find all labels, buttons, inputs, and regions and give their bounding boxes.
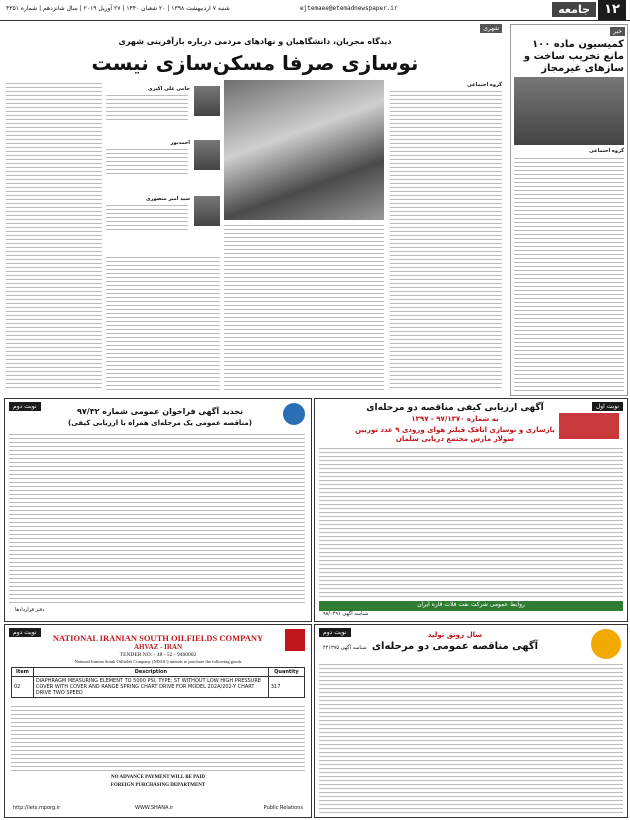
expert-photo-2 <box>194 140 220 170</box>
sidebar-story <box>510 24 628 396</box>
water-company-logo <box>283 403 305 425</box>
ad3-relations: Public Relations <box>263 805 303 811</box>
sidebar-body <box>514 157 624 391</box>
expert-photo-3 <box>194 196 220 226</box>
ad2-subtitle: (مناقصه عمومی یک مرحله‌ای همراه با ارزیابی کیفی) <box>68 419 252 427</box>
main-tag: شهری <box>480 24 502 33</box>
ad3-cell-qty: 317 <box>268 677 304 698</box>
ad3-cell-desc: DIAPHRAGM MEASURING ELEMENT TO 5000 PSI, TYPE: ST WITHOUT LOW HIGH PRESSURE COVER WITH COVER AND RANGE SPRING CHART DRIVE FOR MODEL 202A/202-Y CHART DRIVE TWO SPEED <box>33 677 268 698</box>
expert-name-2: احمدپور <box>170 140 190 146</box>
section-email[interactable]: ejtemaee@etemadnewspaper.ir <box>300 5 398 12</box>
ad2-footer: دفتر قراردادها <box>15 607 45 613</box>
ad3-noutab: نوبت دوم <box>9 628 41 637</box>
main-body-col3 <box>106 256 220 390</box>
oil-company-logo <box>559 413 619 439</box>
main-headline: نوسازی صرفا مسکن‌سازی نیست <box>91 51 419 75</box>
ad2-body <box>9 433 305 603</box>
expert-text-1 <box>106 94 188 122</box>
sidebar-byline: گروه اجتماعی <box>589 148 624 154</box>
experts-box <box>106 82 220 252</box>
ad3-company: NATIONAL IRANIAN SOUTH OILFIELDS COMPANY <box>52 633 264 643</box>
ad-tender-2 <box>4 398 312 622</box>
ad1-subject: بازسازی و نوسازی اتاقک فیلتر هوای ورودی ۹ عدد توربین سولار مارس مجتمع دریایی سلمان <box>355 426 555 443</box>
section-label: جامعه <box>552 2 596 17</box>
ad3-th-item: Item <box>12 668 34 677</box>
ad-tender-4 <box>314 624 628 818</box>
main-story <box>6 24 504 394</box>
ad1-ref: به شماره ۹۷/۱۳۷۰ - ۱۳۹۷ <box>411 415 499 423</box>
dateline: شنبه ۷ اردیبهشت ۱۳۹۸ | ۲۰ شعبان ۱۴۴۰ | ۲۷ آوریل ۲۰۱۹ | سال شانزدهم | شماره ۴۳۵۱ <box>6 5 230 12</box>
ad2-title: تجدید آگهی فراخوان عمومی شماره ۹۷/۳۲ <box>77 407 243 416</box>
ad3-th-qty: Quantity <box>268 668 304 677</box>
official-portrait <box>514 77 624 145</box>
page-header <box>0 0 630 21</box>
table-row <box>12 677 305 698</box>
ad3-payment: NO ADVANCE PAYMENT WILL BE PAID <box>111 775 205 780</box>
ad1-body <box>319 447 623 597</box>
main-kicker: دیدگاه مجریان، دانشگاهیان و نهادهای مردمی درباره بازآفرینی شهری <box>118 37 392 46</box>
ad3-dept: FOREIGN PURCHASING DEPARTMENT <box>110 783 206 788</box>
ad3-cell-item: 02 <box>12 677 34 698</box>
ad-tender-1 <box>314 398 628 622</box>
ad3-url1[interactable]: http://iets.mporg.ir <box>13 805 61 811</box>
ad3-th-desc: Description <box>33 668 268 677</box>
ad3-body <box>11 705 305 771</box>
ad1-title: آگهی ارزیابی کیفی مناقصه دو مرحله‌ای <box>366 403 544 413</box>
expert-text-3 <box>106 204 188 232</box>
ad4-code: شناسه آگهی ۴۴۱۳۷۵ <box>323 645 367 651</box>
ad1-footer: روابط عمومی شرکت نفت فلات قاره ایران <box>319 601 623 611</box>
ad4-company: سال رونق تولید <box>427 631 483 639</box>
main-byline: گروه اجتماعی <box>467 82 502 88</box>
sidebar-tag: خبر <box>610 27 625 36</box>
ad1-code: شناسه آگهی ۹۸/۰۴۹۱ <box>323 611 369 617</box>
electric-company-logo <box>591 629 621 659</box>
expert-name-1: حامی علی اکبری <box>148 86 190 92</box>
ad3-intro: National Iranian South Oilfields Company (NISOC) intends to purchase the following goods <box>74 659 242 664</box>
ad4-title: آگهی مناقصه عمومی دو مرحله‌ای <box>371 641 539 652</box>
main-body-col4 <box>6 82 102 390</box>
ad2-noutab: نوبت دوم <box>9 402 41 411</box>
main-body-col2 <box>224 224 384 390</box>
expert-name-3: سید امیر منصوری <box>146 196 190 202</box>
expert-photo-1 <box>194 86 220 116</box>
ad-nisoc <box>4 624 312 818</box>
ad4-noutab: نوبت دوم <box>319 628 351 637</box>
expert-text-2 <box>106 148 188 176</box>
ad3-city: AHVAZ - IRAN <box>133 643 183 651</box>
ad3-tender: TENDER NO: - 48 - 52 - 9460002 <box>119 652 197 658</box>
ad3-url2[interactable]: WWW.SHANA.ir <box>135 805 174 811</box>
story-photo <box>224 80 384 220</box>
page-number: ۱۲ <box>598 0 626 20</box>
ad1-noutab: نوبت اول <box>592 402 623 411</box>
sidebar-headline: کمیسیون ماده ۱۰۰ مانع تخریب ساخت و سازهای غیرمجاز <box>523 39 624 74</box>
ad4-body <box>319 663 623 813</box>
main-body-col1 <box>390 90 502 390</box>
ad3-table <box>11 667 305 698</box>
